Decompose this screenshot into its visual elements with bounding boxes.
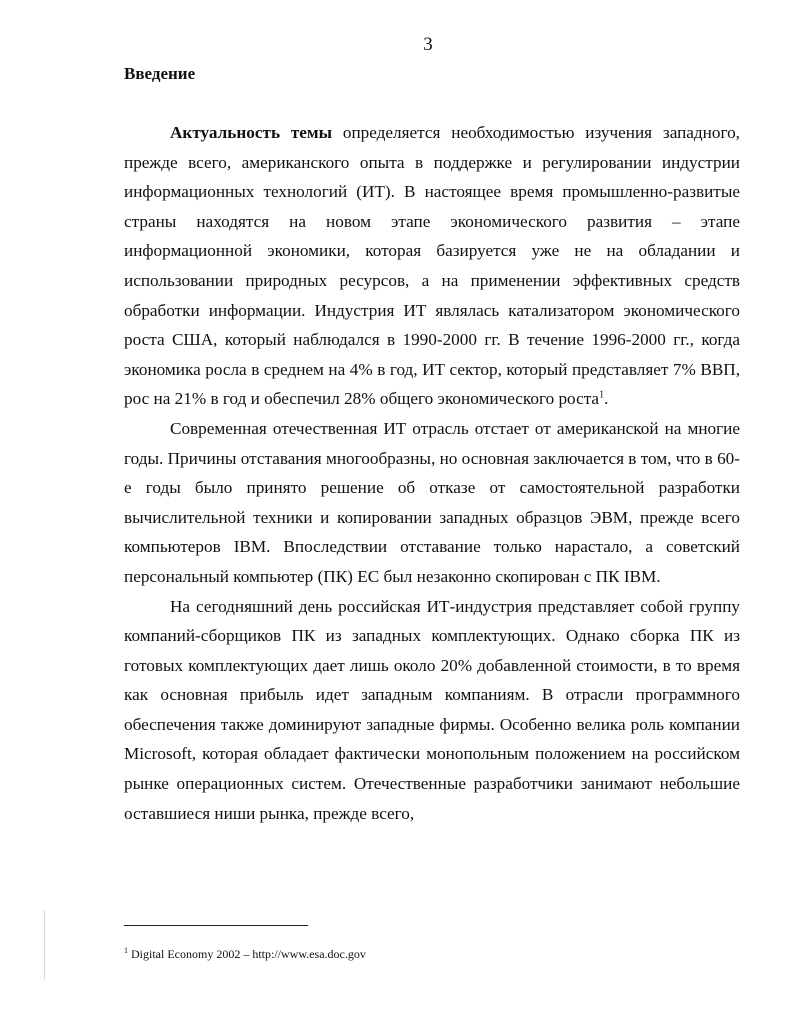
body-text [124, 118, 740, 828]
section-heading: Введение [124, 64, 196, 83]
paragraph-3: На сегодняшний день российская ИТ-индустрия представляет собой группу компаний-сборщиков ПК из западных комплектующих. Однако сборка ПК из готовых комплектующих дает лишь около 20% добавленной стоимости, в то время как основная прибыль идет западным компаниям. В отрасли программного обеспечения также доминируют западные фирмы. Особенно велика роль компании Microsoft, которая обладает фактически монопольным положением на российском рынке операционных систем. Отечественные разработчики занимают небольшие оставшиеся ниши рынка, прежде всего, [124, 596, 740, 823]
footnote-text: Digital Economy 2002 – http://www.esa.doc.gov [128, 947, 366, 961]
bold-lead: Актуальность темы [170, 123, 333, 142]
paragraph-1-text: определяется необходимостью изучения западного, прежде всего, американского опыта в поддержке и регулировании индустрии информационных технологий (ИТ). В настоящее время промышленно-развитые страны находятся на новом этапе экономического развития – этапе информационной экономики, которая базируется уже не на обладании и использовании природных ресурсов, а на применении эффективных средств обработки информации. Индустрия ИТ являлась катализатором экономического роста США, который наблюдался в 1990-2000 гг. В течение 1996-2000 гг., когда экономика росла в среднем на 4% в год, ИТ сектор, который представляет 7% ВВП, рос на 21% в год и обеспечил 28% общего экономического роста [124, 123, 740, 409]
scan-edge-mark [44, 910, 45, 980]
footnote-divider [124, 925, 308, 926]
paragraph-1 [124, 118, 740, 414]
footnote-marker: 1 [124, 946, 128, 955]
page-number: 3 [423, 34, 433, 55]
footnote-ref[interactable]: 1 [599, 389, 605, 401]
paragraph-2: Современная отечественная ИТ отрасль отстает от американской на многие годы. Причины отставания многообразны, но основная заключается в том, что в 60-е годы было принято решение об отказе от самостоятельной разработки вычислительной техники и копировании западных образцов ЭВМ, прежде всего компьютеров IBM. Впоследствии отставание только нарастало, а советский персональный компьютер (ПК) ЕС был незаконно скопирован с ПК IBM. [124, 418, 740, 586]
footnote [124, 947, 366, 962]
paragraph-1-end: . [604, 389, 609, 409]
